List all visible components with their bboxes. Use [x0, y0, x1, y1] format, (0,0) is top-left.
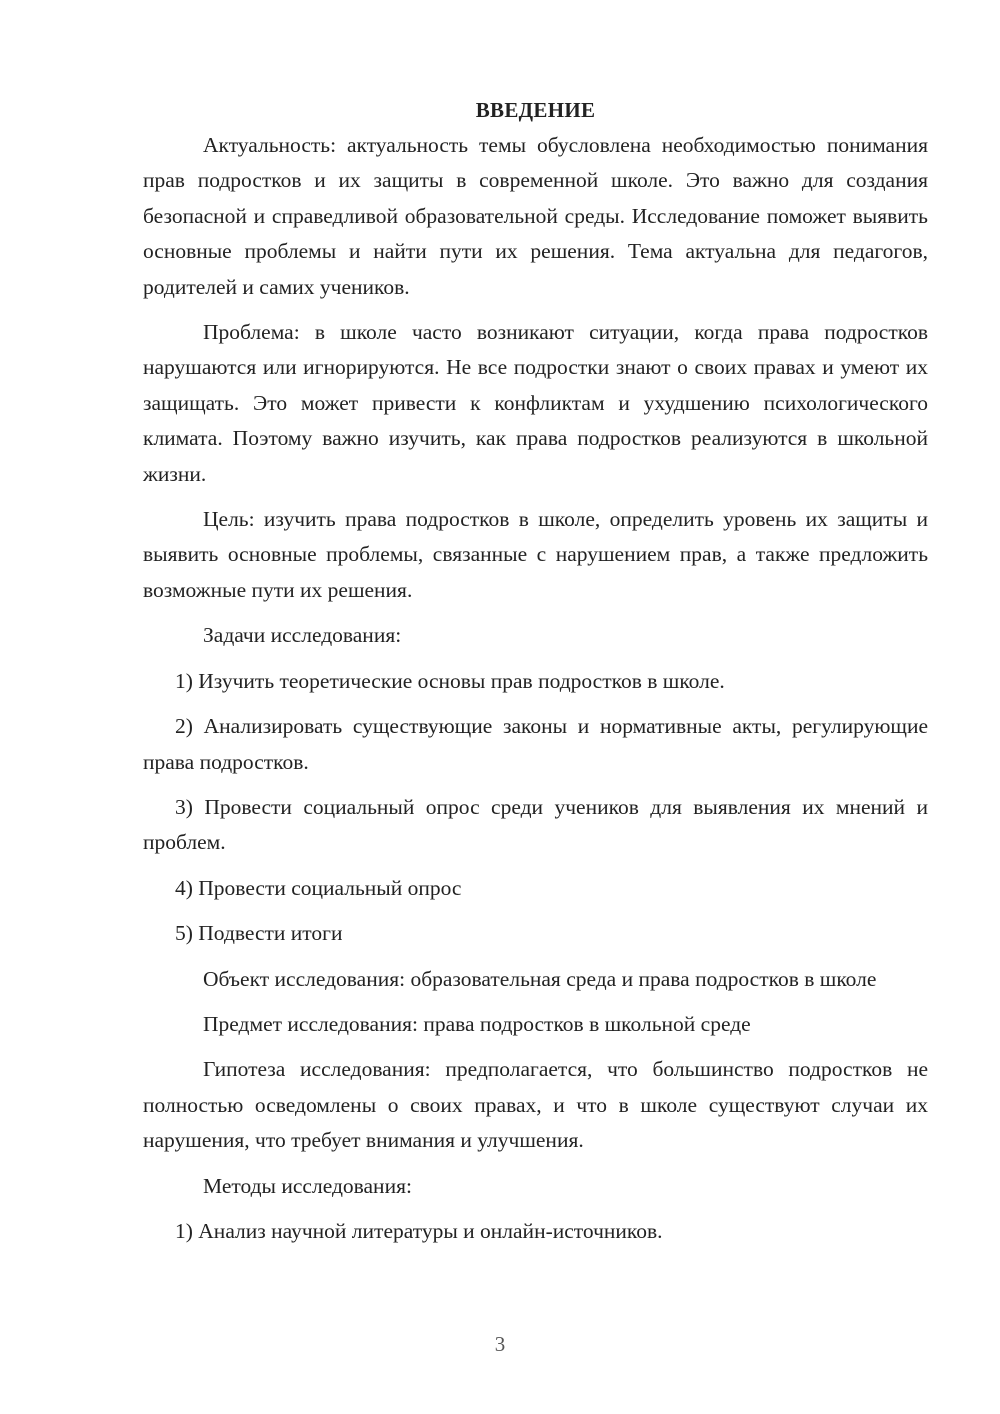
goal-paragraph: Цель: изучить права подростков в школе, определить уровень их защиты и выявить основные проблемы, связанные с нарушением прав, а также предложить возможные пути их решения.: [143, 507, 928, 602]
hypothesis-paragraph: Гипотеза исследования: предполагается, что большинство подростков не полностью осведомлены о своих правах, и что в школе существуют случаи их нарушения, что требует внимания и улучшения.: [143, 1057, 928, 1153]
task-item: 4) Провести социальный опрос: [175, 875, 462, 900]
task-item: 2) Анализировать существующие законы и нормативные акты, регулирующие права подростков.: [143, 714, 928, 774]
task-item: 3) Провести социальный опрос среди учеников для выявления их мнений и проблем.: [143, 794, 928, 855]
methods-heading: Методы исследования:: [203, 1173, 412, 1198]
page-title: ВВЕДЕНИЕ: [475, 98, 596, 122]
page-number: 3: [494, 1332, 506, 1356]
subject-paragraph: Предмет исследования: права подростков в школьной среде: [203, 1011, 751, 1036]
problem-paragraph: Проблема: в школе часто возникают ситуации, когда права подростков нарушаются или игнорируются. Не все подростки знают о своих правах и умеют их защищать. Это может привести к конфликтам и ухудшению психологического климата. Поэтому важно изучить, как права подростков реализуются в школьной жизни.: [143, 320, 928, 486]
task-item: 5) Подвести итоги: [175, 921, 343, 946]
object-paragraph: Объект исследования: образовательная среда и права подростков в школе: [203, 966, 877, 991]
relevance-paragraph: Актуальность: актуальность темы обусловлена необходимостью понимания прав подростков и их защиты в современной школе. Это важно для создания безопасной и справедливой образовательной среды. Исследование поможет выявить основные проблемы и найти пути их решения. Тема актуальна для педагогов, родителей и самих учеников.: [143, 133, 928, 299]
document-page: [143, 92, 928, 1259]
method-item: 1) Анализ научной литературы и онлайн-источников.: [175, 1218, 663, 1243]
tasks-heading: Задачи исследования:: [203, 623, 402, 648]
task-item: 1) Изучить теоретические основы прав подростков в школе.: [175, 668, 725, 693]
